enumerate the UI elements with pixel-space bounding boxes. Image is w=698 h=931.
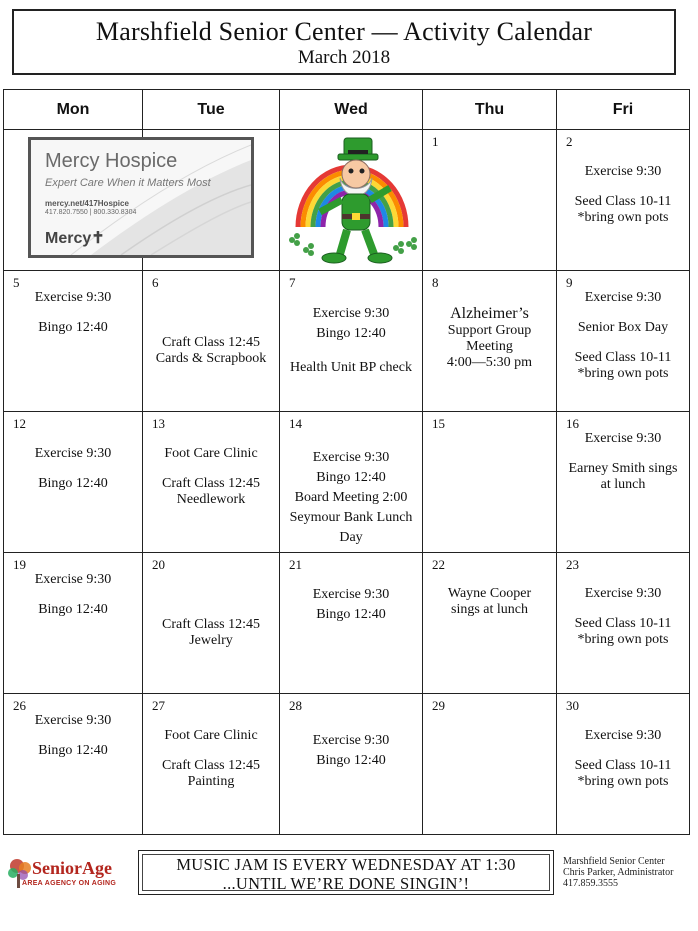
day-cell [4,553,143,694]
event: Exercise 9:30 [584,164,662,179]
event: Foot Care Clinic [164,446,258,461]
contact-center-name: Marshfield Senior Center [563,856,665,867]
event: sings at lunch [451,602,528,617]
day-cell [557,694,690,835]
event: Jewelry [189,633,233,648]
event: Exercise 9:30 [584,586,662,601]
calendar-header [12,9,676,75]
event: Bingo 12:40 [38,602,108,617]
day-number: 1 [432,134,439,149]
day-cell [423,412,557,553]
ad-url: mercy.net/417Hospice [45,199,129,208]
music-jam-line2: ...UNTIL WE’RE DONE SINGIN’! [222,874,470,893]
day-number: 9 [566,275,573,290]
event: Meeting [466,339,513,354]
weekday-tue: Tue [143,90,280,130]
day-cell [143,694,280,835]
mercy-hospice-ad [28,137,254,258]
week-row [4,553,690,694]
day-number: 15 [432,416,445,431]
event: Support Group [447,323,532,338]
event: Earney Smith sings [568,461,678,476]
event: Craft Class 12:45 [162,476,260,491]
day-number: 5 [13,275,20,290]
ad-tagline: Expert Care When it Matters Most [45,177,211,189]
event: Seed Class 10-11 [574,194,672,209]
event: Day [339,530,363,545]
event: Bingo 12:40 [316,607,386,622]
event: Exercise 9:30 [34,572,112,587]
week-row [4,271,690,412]
event: Exercise 9:30 [584,728,662,743]
event: Wayne Cooper [447,586,532,601]
event: Craft Class 12:45 [162,335,260,350]
event: Craft Class 12:45 [162,758,260,773]
day-number: 30 [566,698,579,713]
day-cell [557,130,690,271]
day-number: 12 [13,416,26,431]
day-number: 22 [432,557,445,572]
week-row [4,694,690,835]
weekday-wed: Wed [280,90,423,130]
day-number: 23 [566,557,579,572]
event: Exercise 9:30 [312,733,390,748]
day-cell [557,271,690,412]
event: Bingo 12:40 [316,753,386,768]
seniorage-subtitle: AREA AGENCY ON AGING [22,880,117,887]
leprechaun-rainbow-image [284,132,420,268]
event: 4:00—5:30 pm [446,355,533,370]
music-jam-line1: MUSIC JAM IS EVERY WEDNESDAY AT 1:30 [176,855,516,874]
day-cell [423,694,557,835]
event: Painting [187,774,235,789]
event: at lunch [600,477,646,492]
event-note: *bring own pots [577,774,669,789]
ad-phones: 417.820.7550 | 800.330.8304 [45,209,137,216]
day-number: 26 [13,698,26,713]
event-note: *bring own pots [577,632,669,647]
event: Seed Class 10-11 [574,758,672,773]
event: Bingo 12:40 [38,320,108,335]
day-number: 6 [152,275,159,290]
day-cell [280,694,423,835]
month-subtitle: March 2018 [297,47,391,68]
day-cell [4,412,143,553]
contact-info [563,856,673,889]
event-note: *bring own pots [577,210,669,225]
day-number: 20 [152,557,165,572]
event: Exercise 9:30 [34,713,112,728]
event: Seymour Bank Lunch [289,510,413,525]
contact-administrator: Chris Parker, Administrator [563,867,674,878]
day-cell [4,694,143,835]
seniorage-name: SeniorAge [32,858,112,878]
weekday-header-row [4,90,690,130]
weekday-fri: Fri [557,90,690,130]
event: Exercise 9:30 [312,450,390,465]
event: Exercise 9:30 [584,290,662,305]
cross-icon: ✝ [91,230,105,247]
weekday-mon: Mon [4,90,143,130]
day-cell [423,553,557,694]
day-number: 21 [289,557,302,572]
event: Health Unit BP check [290,360,412,375]
day-cell [143,412,280,553]
day-cell [143,553,280,694]
day-cell [423,130,557,271]
event: Exercise 9:30 [34,446,112,461]
contact-phone: 417.859.3555 [563,878,618,889]
event: Craft Class 12:45 [162,617,260,632]
day-number: 8 [432,275,439,290]
event: Bingo 12:40 [38,476,108,491]
day-cell [423,271,557,412]
day-number: 13 [152,416,165,431]
day-cell [143,271,280,412]
day-number: 19 [13,557,26,572]
event: Exercise 9:30 [312,587,390,602]
mercy-logo [45,228,105,248]
event-note: *bring own pots [577,366,669,381]
day-number: 29 [432,698,445,713]
event: Needlework [176,492,246,507]
event: Alzheimer’s [450,305,529,322]
event: Foot Care Clinic [164,728,258,743]
day-cell [280,553,423,694]
day-cell [280,412,423,553]
ad-title: Mercy Hospice [45,150,178,172]
event: Board Meeting 2:00 [294,490,408,505]
weekday-thu: Thu [423,90,557,130]
event: Seed Class 10-11 [574,616,672,631]
mercy-logo-text: Mercy [45,230,92,247]
music-jam-notice [138,850,554,895]
week-row [4,412,690,553]
event: Bingo 12:40 [38,743,108,758]
event: Exercise 9:30 [34,290,112,305]
day-number: 7 [289,275,296,290]
day-cell [280,271,423,412]
page-title: Marshfield Senior Center — Activity Calendar [95,17,593,46]
day-number: 16 [566,416,579,431]
day-cell [557,553,690,694]
event: Exercise 9:30 [312,306,390,321]
event: Cards & Scrapbook [155,351,267,366]
event: Bingo 12:40 [316,326,386,341]
event: Seed Class 10-11 [574,350,672,365]
day-number: 14 [289,416,302,431]
day-cell [557,412,690,553]
day-cell [4,271,143,412]
event: Bingo 12:40 [316,470,386,485]
event: Senior Box Day [577,320,669,335]
day-number: 28 [289,698,302,713]
event: Exercise 9:30 [584,431,662,446]
day-number: 27 [152,698,165,713]
day-number: 2 [566,134,573,149]
